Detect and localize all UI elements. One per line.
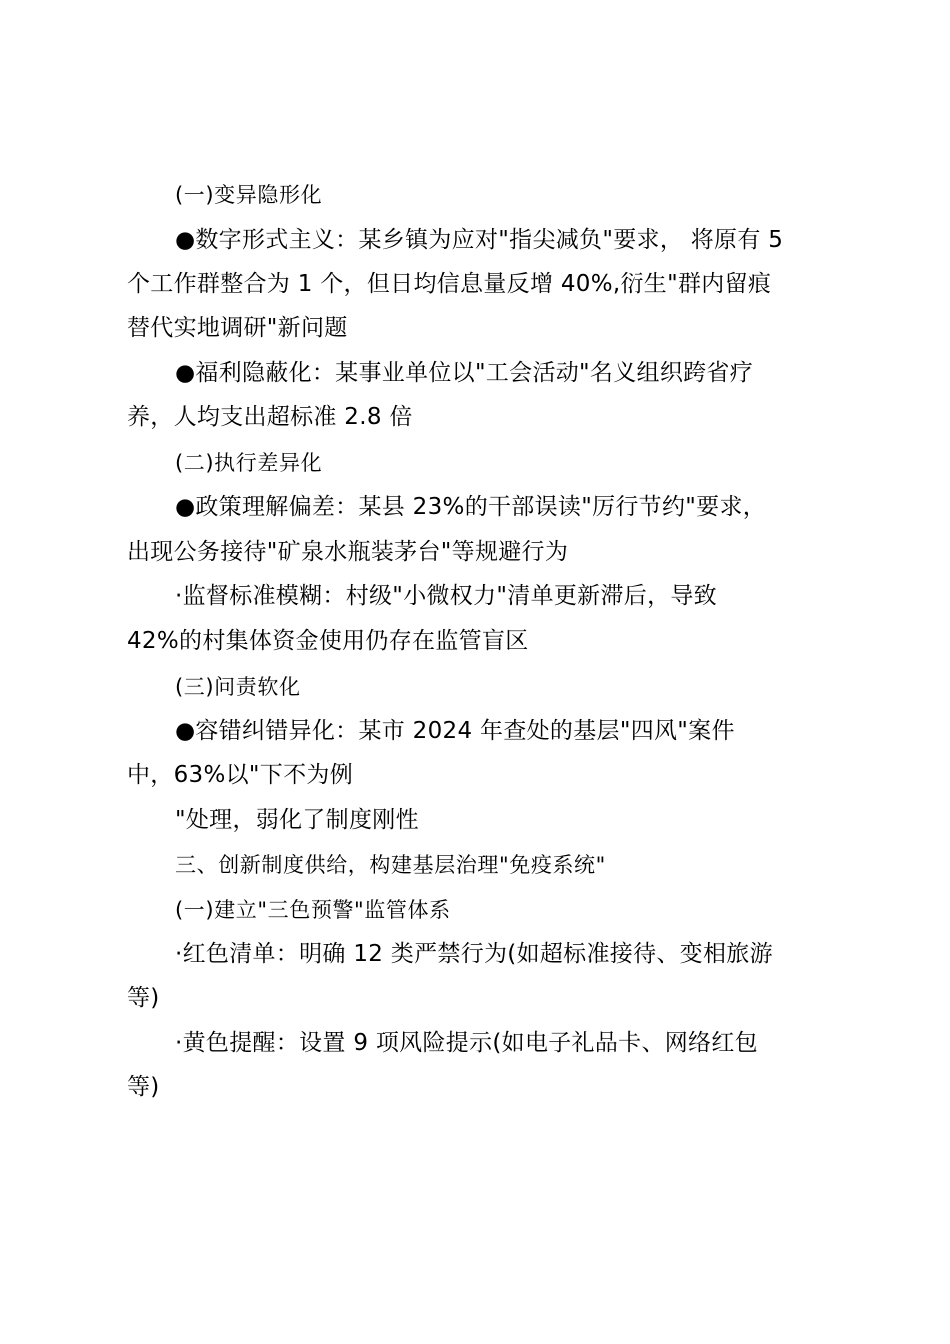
paragraph-line: "处理，弱化了制度刚性 [175,807,419,833]
heading-3: (三)问责软化 [175,675,301,699]
paragraph-line: 中，63%以"下不为例 [127,762,354,788]
paragraph-line: 42%的村集体资金使用仍存在监管盲区 [127,628,529,654]
section-heading: 三、创新制度供给，构建基层治理"免疫系统" [175,853,606,877]
paragraph-line: 等) [127,1074,160,1100]
paragraph-line: 替代实地调研"新问题 [127,315,348,341]
heading-2: (二)执行差异化 [175,451,323,475]
paragraph-line: 养，人均支出超标准 2.8 倍 [127,404,413,430]
paragraph-line: ●政策理解偏差：某县 23%的干部误读"厉行节约"要求， [175,494,767,520]
paragraph-line: ·监督标准模糊：村级"小微权力"清单更新滞后，导致 [175,583,717,609]
heading-1: (一)建立"三色预警"监管体系 [175,898,451,922]
paragraph-line: 出现公务接待"矿泉水瓶装茅台"等规避行为 [127,539,569,565]
paragraph-line: ·红色清单：明确 12 类严禁行为(如超标准接待、变相旅游 [175,941,773,967]
paragraph-line: ●数字形式主义：某乡镇为应对"指尖减负"要求， 将原有 5 [175,227,784,253]
paragraph-line: ●容错纠错异化：某市 2024 年查处的基层"四风"案件 [175,718,735,744]
paragraph-line: 等) [127,985,160,1011]
paragraph-line: 个工作群整合为 1 个，但日均信息量反增 40%,衍生"群内留痕 [127,271,772,297]
heading-1: (一)变异隐形化 [175,183,323,207]
paragraph-line: ●福利隐蔽化：某事业单位以"工会活动"名义组织跨省疗 [175,360,754,386]
paragraph-line: ·黄色提醒：设置 9 项风险提示(如电子礼品卡、网络红包 [175,1030,758,1056]
